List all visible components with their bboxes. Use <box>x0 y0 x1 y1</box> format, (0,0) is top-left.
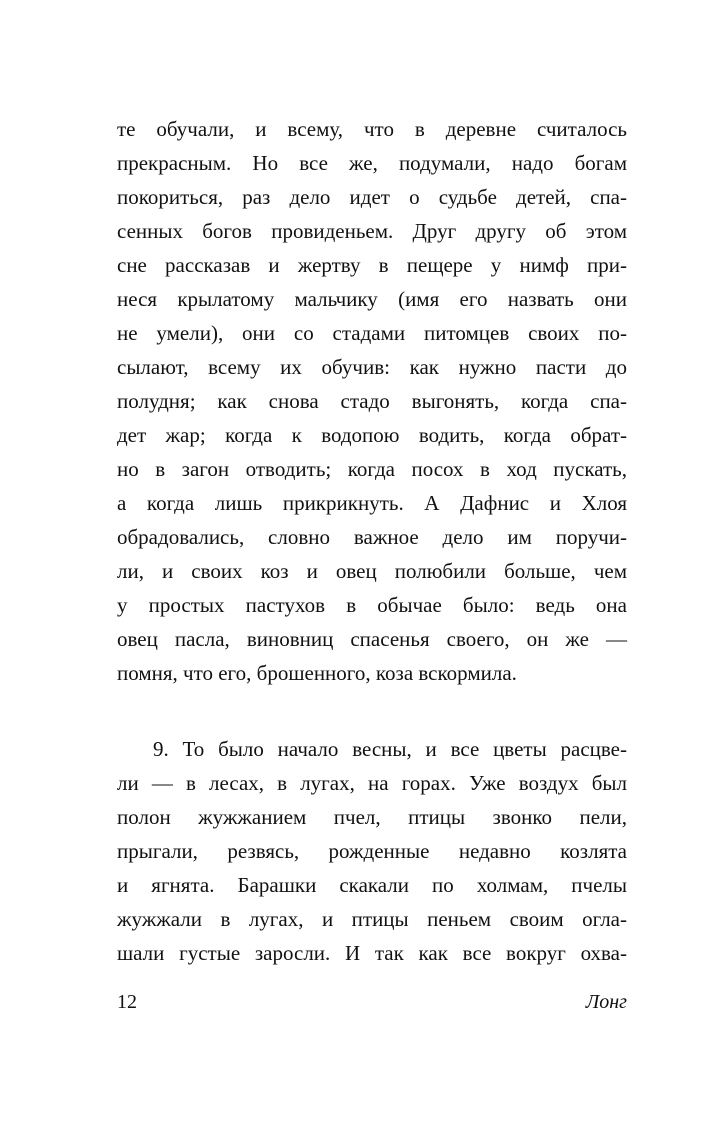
text-line: жужжали в лугах, и птицы пеньем своим огла- <box>117 907 627 931</box>
text-line: не умели), они со стадами питомцев своих по- <box>117 321 627 345</box>
text-line: помня, что его, брошенного, коза вскормила. <box>117 661 517 685</box>
text-line: полудня; как снова стадо выгонять, когда спа- <box>117 389 627 413</box>
text-line: ли — в лесах, в лугах, на горах. Уже воздух был <box>117 771 627 795</box>
text-line: те обучали, и всему, что в деревне считалось <box>117 117 627 141</box>
text-line: покориться, раз дело идет о судьбе детей, спа- <box>117 185 627 209</box>
text-line: шали густые заросли. И так как все вокруг охва- <box>117 941 627 965</box>
paragraph <box>117 732 627 970</box>
text-line: неся крылатому мальчику (имя его назвать они <box>117 287 627 311</box>
text-line: овец пасла, виновниц спасенья своего, он же — <box>117 627 627 651</box>
text-line: дет жар; когда к водопою водить, когда обрат- <box>117 423 627 447</box>
text-block <box>117 112 627 970</box>
paragraph <box>117 112 627 690</box>
text-line: 9. То было начало весны, и все цветы расцве- <box>153 737 627 761</box>
text-line: но в загон отводить; когда посох в ход пускать, <box>117 457 627 481</box>
page-number: 12 <box>117 991 137 1013</box>
text-line: а когда лишь прикрикнуть. А Дафнис и Хлоя <box>117 491 627 515</box>
text-line: прыгали, резвясь, рожденные недавно козлята <box>117 839 627 863</box>
text-line: и ягнята. Барашки скакали по холмам, пчелы <box>117 873 627 897</box>
text-line: сенных богов провиденьем. Друг другу об этом <box>117 219 627 243</box>
text-line: полон жужжанием пчел, птицы звонко пели, <box>117 805 627 829</box>
running-title-author: Лонг <box>585 991 627 1013</box>
page-footer <box>117 989 627 1015</box>
text-line: прекрасным. Но все же, подумали, надо богам <box>117 151 627 175</box>
text-line: обрадовались, словно важное дело им поручи- <box>117 525 627 549</box>
text-line: сылают, всему их обучив: как нужно пасти до <box>117 355 627 379</box>
text-line: ли, и своих коз и овец полюбили больше, чем <box>117 559 627 583</box>
text-line: сне рассказав и жертву в пещере у нимф при- <box>117 253 627 277</box>
text-line: у простых пастухов в обычае было: ведь она <box>117 593 627 617</box>
